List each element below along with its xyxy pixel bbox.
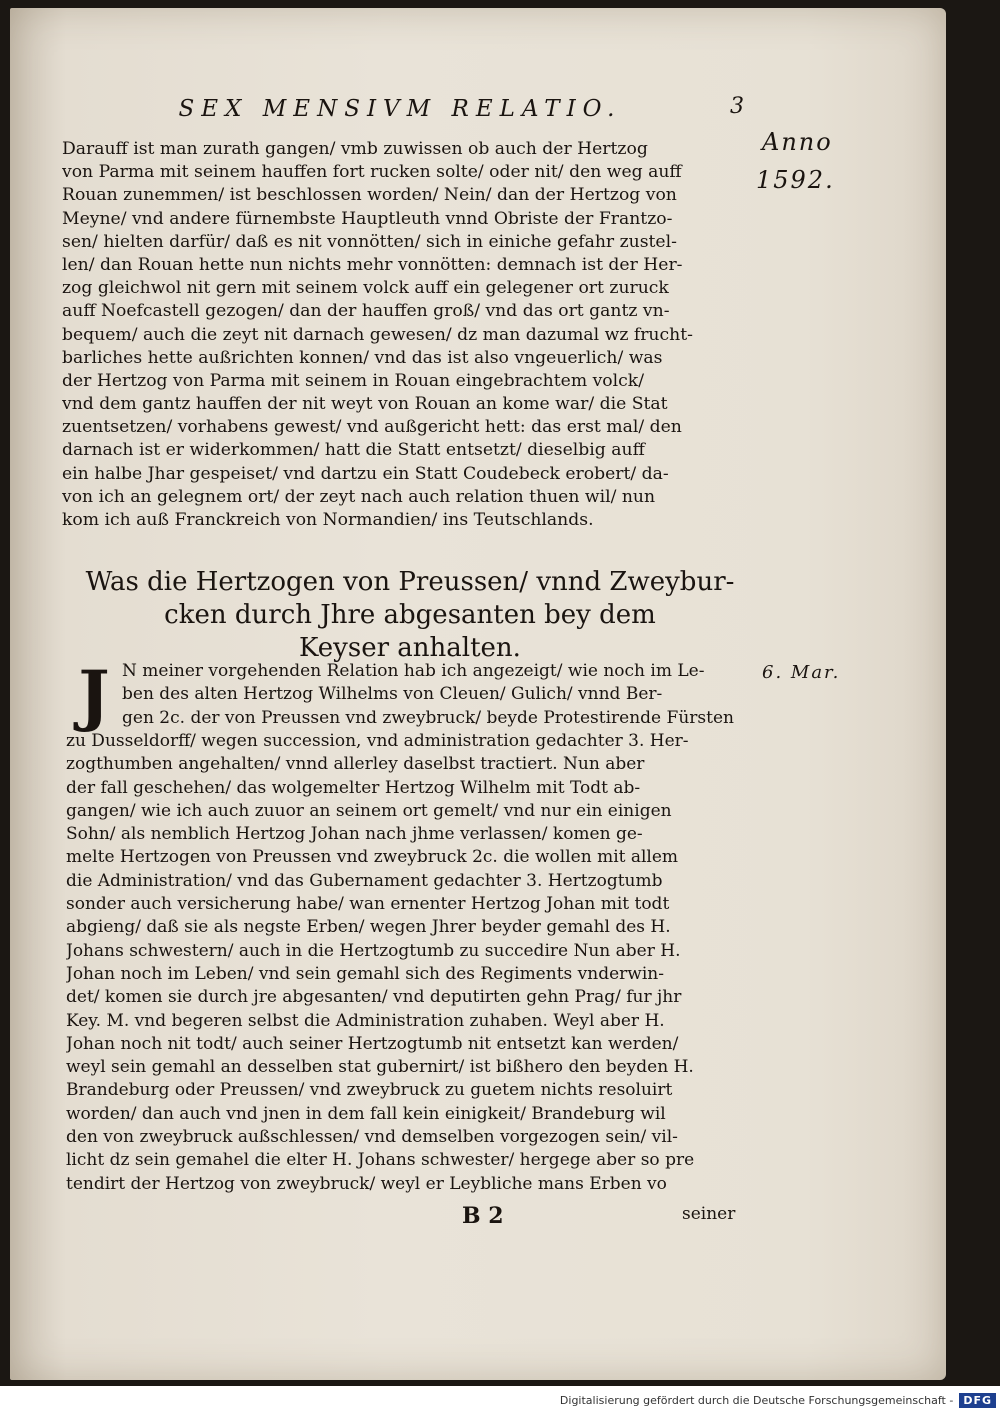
text-line: Darauff ist man zurath gangen/ vmb zuwissen ob auch der Hertzog [62, 139, 648, 159]
section-heading [70, 566, 750, 665]
text-line: Johan noch nit todt/ auch seiner Hertzogtumb nit entsetzt kan werden/ [66, 1033, 679, 1054]
text-line: die Administration/ vnd das Gubernament gedachter 3. Hertzogtumb [66, 870, 663, 891]
text-line: zogthumben angehalten/ vnnd allerley daselbst tractiert. Nun aber [66, 754, 645, 775]
text-line: melte Hertzogen von Preussen vnd zweybruck 2c. die wollen mit allem [66, 847, 679, 868]
text-line: licht dz sein gemahel die elter H. Johans schwester/ hergege aber so pre [66, 1150, 695, 1171]
signature-mark: B 2 [462, 1203, 504, 1229]
text-line: der Hertzog von Parma mit seinem in Rouan eingebrachtem volck/ [62, 370, 644, 391]
text-line: der fall geschehen/ das wolgemelter Hertzog Wilhelm mit Todt ab- [66, 777, 641, 798]
text-line: sen/ hielten darfür/ daß es nit vonnötten/ sich in einiche gefahr zustel- [62, 231, 677, 252]
text-line: Brandeburg oder Preussen/ vnd zweybruck zu guetem nichts resoluirt [66, 1080, 673, 1101]
text-line: vnd dem gantz hauffen der nit weyt von Rouan an kome war/ die Stat [62, 394, 668, 415]
text-line: bequem/ auch die zeyt nit darnach gewesen/ dz man dazumal wz frucht- [62, 324, 693, 345]
heading-line: cken durch Jhre abgesanten bey dem [164, 600, 656, 630]
paragraph-2 [66, 730, 750, 1196]
page-number: 3 [730, 94, 744, 119]
digitization-footer [0, 1390, 1000, 1410]
paragraph-2-opening [122, 660, 750, 730]
dfg-logo[interactable]: DFG [959, 1393, 996, 1408]
text-line: barliches hette außrichten konnen/ vnd das ist also vngeuerlich/ was [62, 347, 663, 368]
text-line: sonder auch versicherung habe/ wan ernenter Hertzog Johan mit todt [66, 894, 670, 915]
text-line: Sohn/ als nemblich Hertzog Johan nach jhme verlassen/ komen ge- [66, 824, 643, 845]
text-line: gangen/ wie ich auch zuuor an seinem ort gemelt/ vnd nur ein einigen [66, 800, 672, 821]
drop-cap: J [78, 656, 110, 734]
text-line: den von zweybruck außschlessen/ vnd demselben vorgezogen sein/ vil- [66, 1127, 678, 1148]
text-line: weyl sein gemahl an desselben stat gubernirt/ ist bißhero den beyden H. [66, 1057, 694, 1078]
text-line: zu Dusseldorff/ wegen succession, vnd administration gedachter 3. Her- [66, 731, 689, 751]
book-page [10, 8, 946, 1380]
running-head: SEX MENSIVM RELATIO. [178, 96, 622, 122]
text-line: tendirt der Hertzog von zweybruck/ weyl er Leybliche mans Erben vo [66, 1173, 667, 1194]
text-line: zog gleichwol nit gern mit seinem volck auff ein gelegener ort zuruck [62, 278, 669, 299]
text-line: von ich an gelegnem ort/ der zeyt nach auch relation thuen wil/ nun [62, 486, 656, 507]
text-line: Key. M. vnd begeren selbst die Administration zuhaben. Weyl aber H. [66, 1010, 665, 1031]
text-line: kom ich auß Franckreich von Normandien/ ins Teutschlands. [62, 510, 594, 530]
text-line: Johan noch im Leben/ vnd sein gemahl sich des Regiments vnderwin- [66, 963, 664, 984]
text-line: det/ komen sie durch jre abgesanten/ vnd deputirten gehn Prag/ fur jhr [66, 987, 682, 1008]
text-line: Meyne/ vnd andere fürnembste Hauptleuth vnnd Obriste der Frantzo- [62, 208, 673, 229]
text-line: auff Noefcastell gezogen/ dan der hauffen groß/ vnd das ort gantz vn- [62, 301, 670, 322]
catchword: seiner [682, 1204, 736, 1224]
text-line: von Parma mit seinem hauffen fort rucken solte/ oder nit/ den weg auff [62, 162, 682, 183]
text-line: Rouan zunemmen/ ist beschlossen worden/ Nein/ dan der Hertzog von [62, 185, 677, 206]
heading-line: Keyser anhalten. [299, 633, 521, 663]
text-line: N meiner vorgehenden Relation hab ich angezeigt/ wie noch im Le- [122, 661, 705, 681]
heading-line: Was die Hertzogen von Preussen/ vnnd Zweybur- [85, 567, 735, 597]
text-line: gen 2c. der von Preussen vnd zweybruck/ beyde Protestirende Fürsten [122, 707, 734, 728]
text-line: abgieng/ daß sie als negste Erben/ wegen Jhrer beyder gemahl des H. [66, 917, 671, 938]
margin-note-anno: Anno [762, 128, 833, 156]
margin-note-date: 6. Mar. [762, 662, 841, 683]
paragraph-1 [62, 138, 750, 532]
footer-text: Digitalisierung gefördert durch die Deutsche Forschungsgemeinschaft - [559, 1393, 954, 1407]
text-line: worden/ dan auch vnd jnen in dem fall kein einigkeit/ Brandeburg wil [66, 1103, 666, 1124]
text-line: ein halbe Jhar gespeiset/ vnd dartzu ein Statt Coudebeck erobert/ da- [62, 463, 669, 484]
text-line: len/ dan Rouan hette nun nichts mehr vonnötten: demnach ist der Her- [62, 254, 683, 275]
text-line: darnach ist er widerkommen/ hatt die Statt entsetzt/ dieselbig auff [62, 440, 645, 461]
text-line: zuentsetzen/ vorhabens gewest/ vnd außgericht hett: das erst mal/ den [62, 417, 682, 438]
margin-note-year: 1592. [756, 166, 835, 194]
page-content [10, 8, 946, 1380]
text-line: Johans schwestern/ auch in die Hertzogtumb zu succedire Nun aber H. [66, 940, 681, 961]
text-line: ben des alten Hertzog Wilhelms von Cleuen/ Gulich/ vnnd Ber- [122, 684, 663, 705]
